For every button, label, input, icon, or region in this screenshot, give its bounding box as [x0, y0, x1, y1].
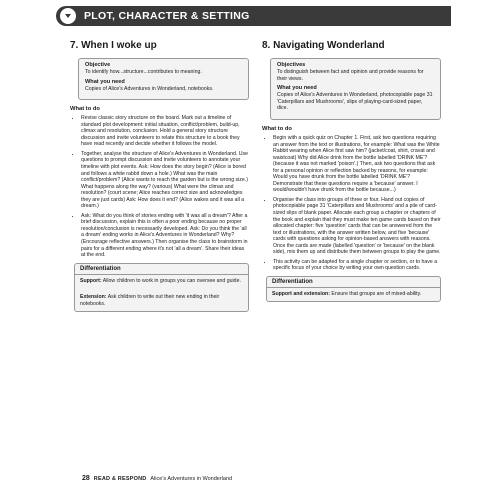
support-paragraph	[80, 278, 243, 285]
differentiation-title: Differentiation	[267, 277, 440, 288]
list-item: • Ask: What do you think of stories ending with 'it was all a dream'? After a brief discussion, explain this is often a poor ending because no proper resolution/conclusion is necessarily developed. Ask: Do you think the 'all a dream' ending works in Alice's Adventures in Wonderland? Why? (Encourage reflective answers.) Then organise the class to brainstorm in pairs for a different ending where it's not 'all a dream'. Share their ideas at the end.	[81, 213, 249, 259]
support-text: Allow children to work in groups you can oversee and guide.	[102, 277, 241, 284]
list-item: • Together, analyse the structure of Alice's Adventures in Wonderland. Use questions to prompt discussion and invite volunteers to annotate your timeline with plot events. Ask: How does the story begin? (Alice is bored and follows a white rabbit down a hole.) What was the main conflict/problem? (Alice wants to reach the garden but is the wrong size.) What happens along the way? (various) What were the climax and resolution? (court scene; Alice reaches correct size and acknowledges they are just cards) Ask: How does it end? (Alice wakes and it was all a dream.)	[81, 151, 249, 210]
todo-label: What to do	[70, 106, 100, 113]
extension-paragraph	[80, 294, 243, 307]
section-header-bar	[56, 6, 451, 26]
activity-title: 8. Navigating Wonderland	[262, 40, 385, 51]
list-item: • Organise the class into groups of three or four. Hand out copies of photocopiable page 31 'Caterpillars and Mushrooms' and a pile of card-sized slips of blank paper. Allocate each group a chapter or chapters of the book and explain that they must make ten game cards based on their allocated chapter: five 'question' cards that can be answered from the text or illustrations, with the answer written below, and five 'because' cards with questions asking for opinion-based answers with reasons. Once the cards are made (labelled 'question' or 'because' on the blank side), mix them up and distribute them between groups to play the game.	[273, 197, 441, 256]
list-item: • This activity can be adapted for a single chapter or section, or to have a specific focus of your choice by writing your own question cards.	[273, 259, 441, 272]
todo-label: What to do	[262, 125, 292, 132]
objective-text: To distinguish between fact and opinion and provide reasons for their views.	[277, 69, 424, 82]
differentiation-title: Differentiation	[75, 264, 248, 275]
need-text: Copies of Alice's Adventures in Wonderland, notebooks.	[85, 85, 214, 92]
brand-logo: READ & RESPOND	[93, 476, 147, 482]
objective-box	[78, 58, 249, 100]
support-extension-paragraph	[272, 291, 435, 298]
need-text: Copies of Alice's Adventures in Wonderland, photocopiable page 31 'Caterpillars and Mushrooms', slips of playing-card-sized paper, dice.	[277, 92, 433, 112]
list-item: • Begin with a quick quiz on Chapter 1. First, ask two questions requiring an answer from the text or illustrations, for example: What was the White Rabbit wearing when Alice first saw him? (jacket/coat, shirt, cravat and waistcoat) Why did Alice drink from the bottle labelled 'DRINK ME'? (because it was not marked 'poison'.) Then, ask two questions that ask for a personal opinion or reflection backed by reasons, for example: Would you have drunk from the bottle labelled 'DRINK ME'? Demonstrate that these questions require a 'because' answer. I would/wouldn't have drunk from the bottle because...)	[273, 135, 441, 194]
section-title: PLOT, CHARACTER & SETTING	[84, 10, 250, 22]
support-extension-label: Support and extension:	[272, 290, 330, 297]
need-label: What you need	[277, 85, 317, 92]
objective-box	[270, 58, 441, 120]
objective-label: Objectives	[277, 62, 306, 68]
differentiation-box	[74, 263, 249, 313]
differentiation-box	[266, 276, 441, 303]
support-extension-text: Ensure that groups are of mixed-ability.	[331, 290, 422, 297]
chevron-down-icon	[60, 8, 76, 24]
activity-8-column	[262, 40, 441, 302]
extension-text: Ask children to write out their new ending in their notebooks.	[80, 294, 220, 307]
need-label: What you need	[85, 78, 125, 85]
support-label: Support:	[80, 277, 102, 284]
activity-7-column	[70, 40, 249, 312]
todo-list	[70, 115, 249, 258]
activity-title: 7. When I woke up	[70, 40, 157, 51]
todo-list	[262, 135, 441, 272]
objective-label: Objective	[85, 62, 111, 68]
page-footer	[82, 475, 232, 482]
objective-text: To identify how...structure...contributes to meaning.	[85, 69, 202, 75]
extension-label: Extension:	[80, 294, 107, 301]
book-title: Alice's Adventures in Wonderland	[150, 476, 233, 482]
list-item: • Revise classic story structure on the board. Mark out a timeline of standard plot development: initial situation, conflict/problem, build-up, climax and resolution, conclusion. Hold a general story structure discussion and invite volunteers to relate this structure to a book they have read recently and decide whether it follows the model.	[81, 115, 249, 148]
page-number: 28	[82, 475, 90, 482]
